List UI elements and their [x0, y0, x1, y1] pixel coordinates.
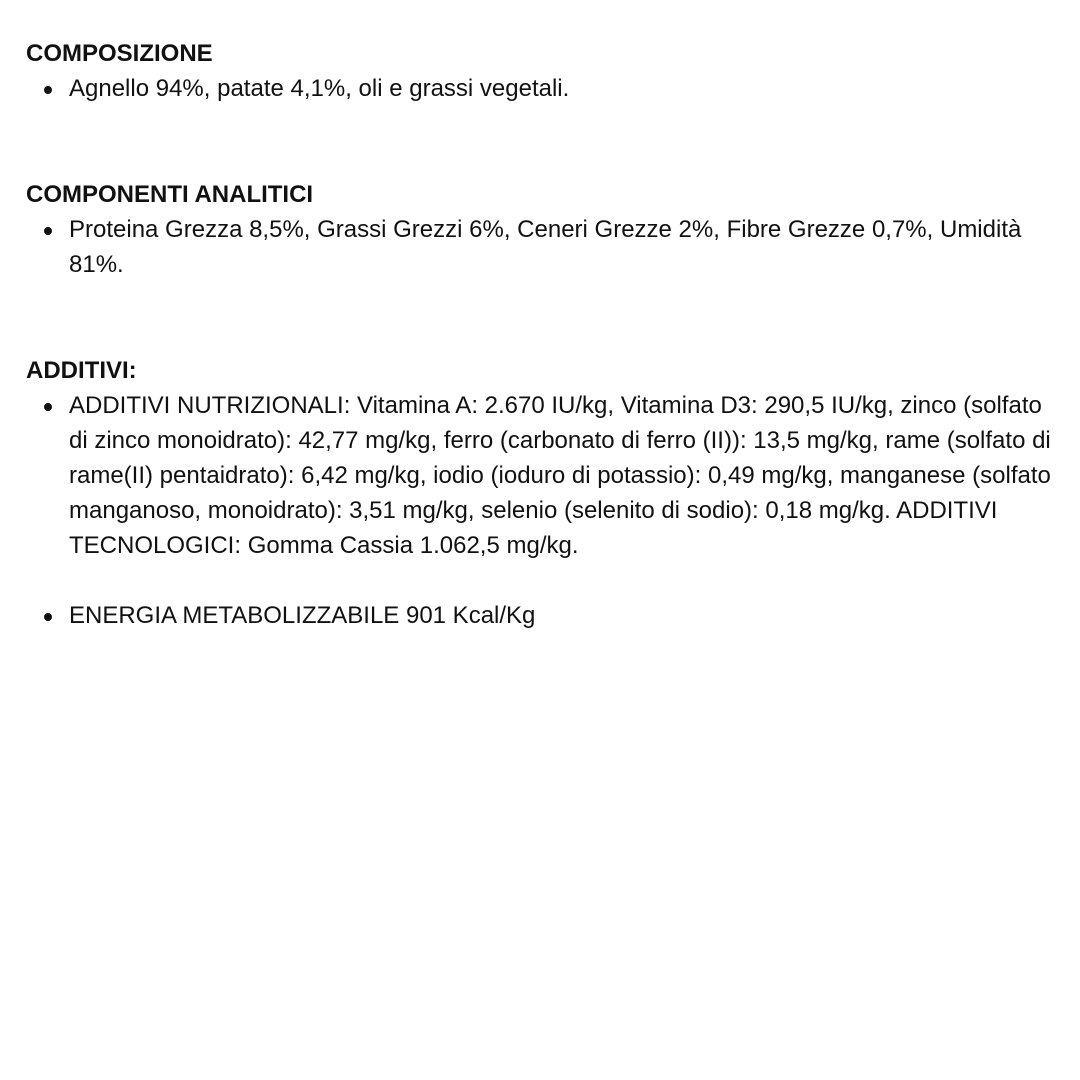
composizione-list [26, 71, 1056, 106]
list-item [26, 388, 1056, 563]
list-item-text: ADDITIVI NUTRIZIONALI: Vitamina A: 2.670 IU/kg, Vitamina D3: 290,5 IU/kg, zinco (solfato di zinco monoidrato): 42,77 mg/kg, ferro (carbonato di ferro (II)): 13,5 mg/kg, rame (solfato di rame(II) pentaidrato): 6,42 mg/kg, iodio (ioduro di potassio): 0,49 mg/kg, manganese (solfato manganoso, monoidrato): 3,51 mg/kg, selenio (selenito di sodio): 0,18 mg/kg. ADDITIVI TECNOLOGICI: Gomma Cassia 1.062,5 mg/kg. [69, 392, 1051, 559]
bullet-icon [44, 613, 52, 621]
list-item-text: Agnello 94%, patate 4,1%, oli e grassi vegetali. [69, 75, 570, 102]
section-title-additivi: ADDITIVI: [26, 357, 137, 384]
list-item [26, 212, 1056, 282]
componenti-analitici-list [26, 212, 1056, 282]
bullet-icon [44, 86, 52, 94]
list-item-text: Proteina Grezza 8,5%, Grassi Grezzi 6%, Ceneri Grezze 2%, Fibre Grezze 0,7%, Umidità 81%. [69, 216, 1022, 278]
section-componenti-analitici [26, 177, 1056, 282]
section-title-componenti-analitici: COMPONENTI ANALITICI [26, 181, 314, 208]
list-item [26, 71, 1056, 106]
composition-document [26, 36, 1056, 633]
section-additivi [26, 353, 1056, 633]
bullet-icon [44, 403, 52, 411]
additivi-list [26, 388, 1056, 633]
section-composizione [26, 36, 1056, 106]
list-item [26, 598, 1056, 633]
section-title-composizione: COMPOSIZIONE [26, 40, 213, 67]
list-item-text: ENERGIA METABOLIZZABILE 901 Kcal/Kg [69, 602, 536, 629]
bullet-icon [44, 227, 52, 235]
